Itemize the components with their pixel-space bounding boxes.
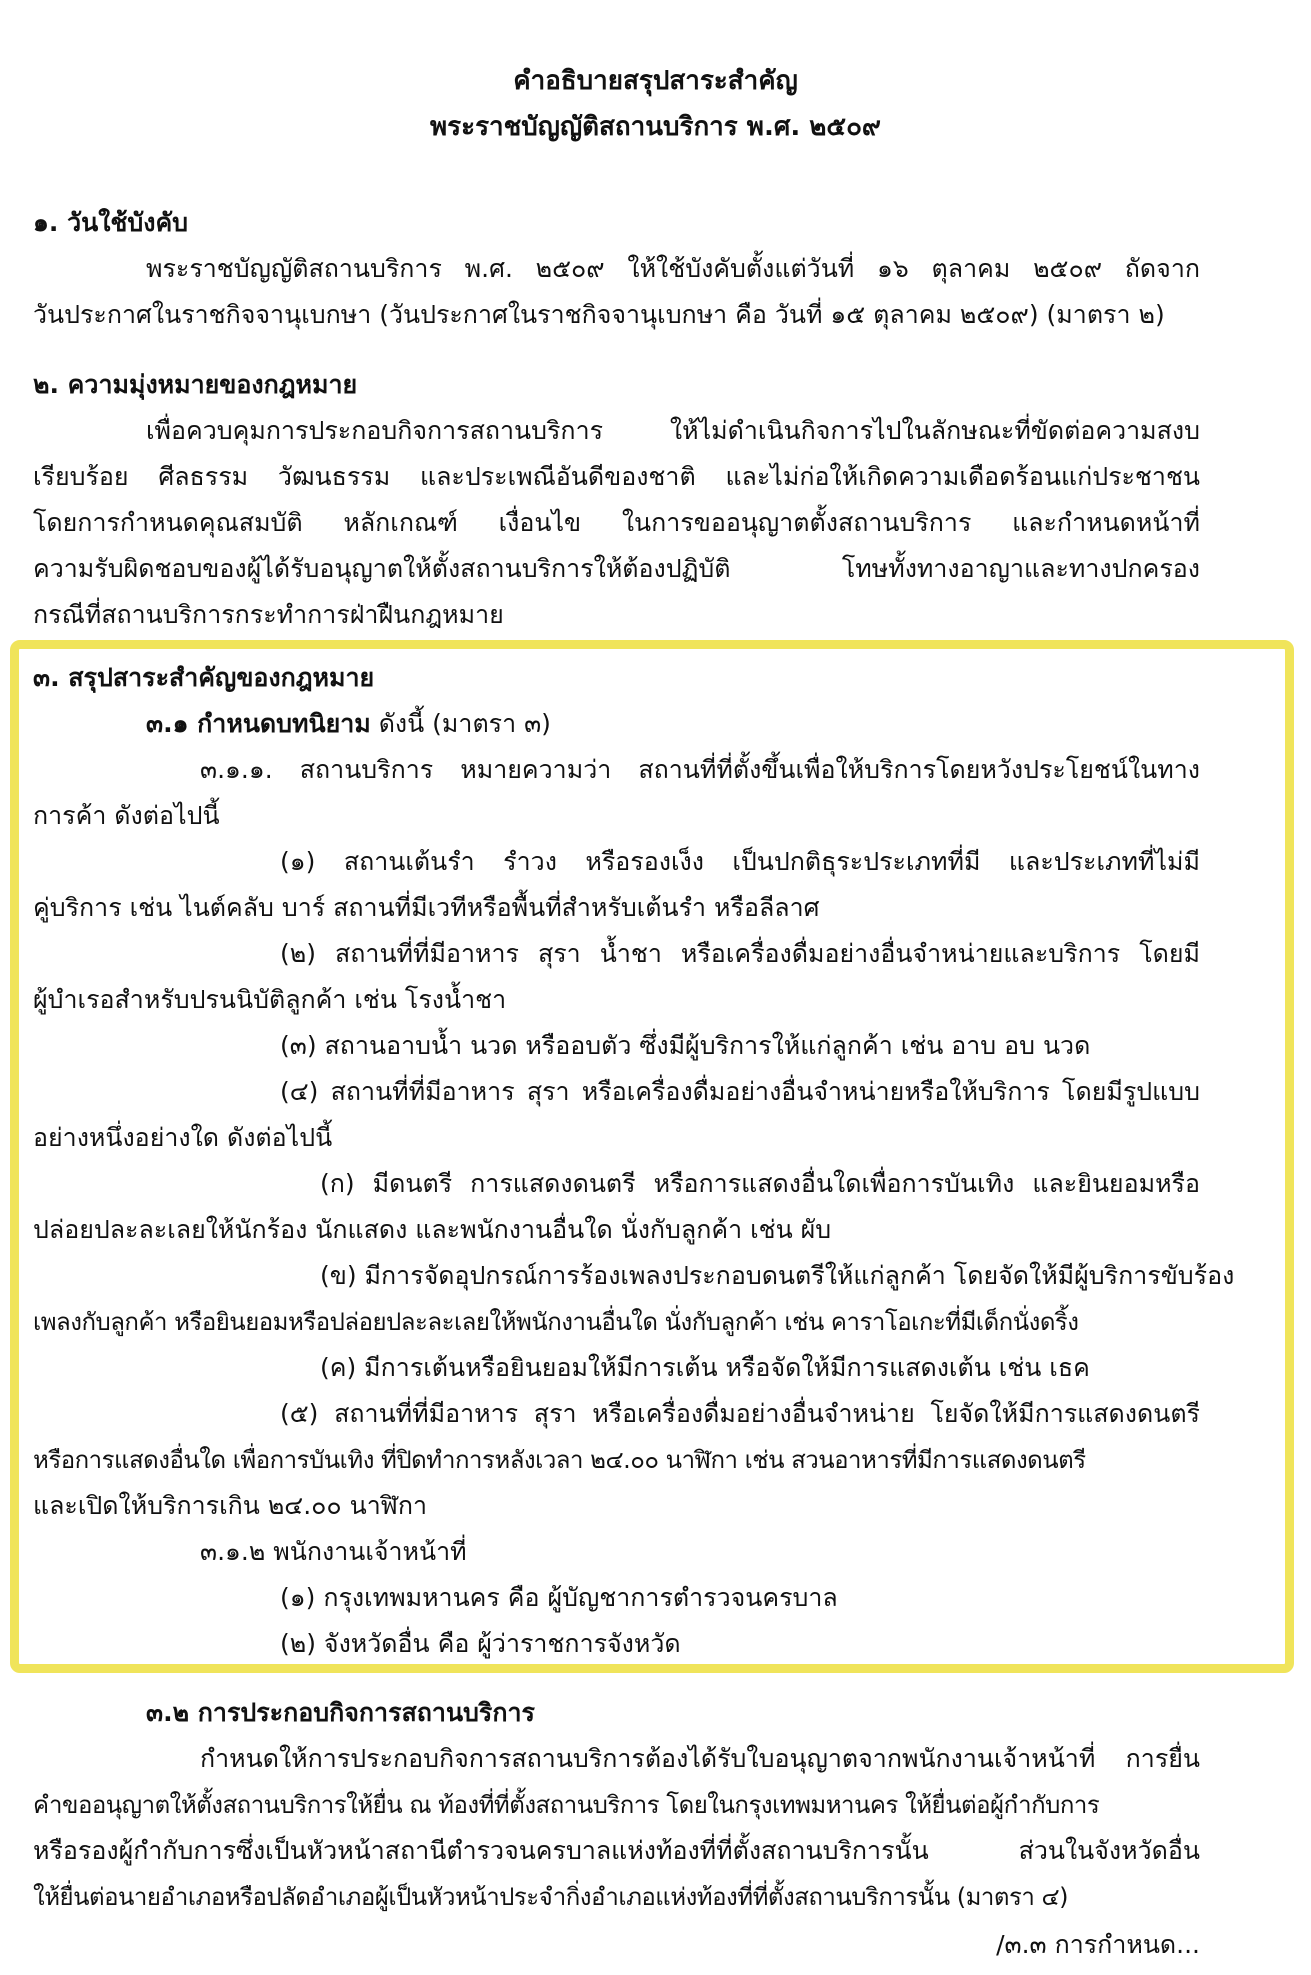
list-item-1-line: คู่บริการ เช่น ไนต์คลับ บาร์ สถานที่มีเวทีหรือพื้นที่สำหรับเต้นรำ หรือลีลาศ [33,893,820,922]
section-1-para-line: พระราชบัญญัติสถานบริการ พ.ศ. ๒๕๐๙ ให้ใช้บังคับตั้งแต่วันที่ ๑๖ ตุลาคม ๒๕๐๙ ถัดจาก [146,254,1200,283]
subsection-3-1 [146,701,551,747]
list-item-2-line: (๒) สถานที่ที่มีอาหาร สุรา น้ำชา หรือเครื่องดื่มอย่างอื่นจำหน่ายและบริการ โดยมี [280,939,1200,968]
list-item-1-line: (๑) สถานเต้นรำ รำวง หรือรองเง็ง เป็นปกติธุระประเภทที่มี และประเภทที่ไม่มี [280,847,1200,876]
doc-title: คำอธิบายสรุปสาระสำคัญ [513,66,798,96]
official-province: (๒) จังหวัดอื่น คือ ผู้ว่าราชการจังหวัด [280,1629,681,1658]
subsection-3-2-para-line: กำหนดให้การประกอบกิจการสถานบริการต้องได้รับใบอนุญาตจากพนักงานเจ้าหน้าที่ การยื่น [200,1744,1200,1773]
list-item-3: (๓) สถานอาบน้ำ นวด หรืออบตัว ซึ่งมีผู้บริการให้แก่ลูกค้า เช่น อาบ อบ นวด [280,1031,1091,1060]
list-item-4-line: (๔) สถานที่ที่มีอาหาร สุรา หรือเครื่องดื่มอย่างอื่นจำหน่ายหรือให้บริการ โดยมีรูปแบบ [280,1077,1200,1106]
list-item-5-line: และเปิดให้บริการเกิน ๒๔.๐๐ นาฬิกา [33,1491,428,1520]
section-1-para-line: วันประกาศในราชกิจจานุเบกษา (วันประกาศในราชกิจจานุเบกษา คือ วันที่ ๑๕ ตุลาคม ๒๕๐๙) (มาตรา ๒) [33,300,1165,329]
subsection-3-2-para-line: คำขออนุญาตให้ตั้งสถานบริการให้ยื่น ณ ท้องที่ที่ตั้งสถานบริการ โดยในกรุงเทพมหานคร ให้ยื่นต่อผู้กำกับการ [33,1791,1100,1819]
subsection-3-1-note: ดังนี้ (มาตรา ๓) [370,709,551,738]
section-2-para-line: เพื่อควบคุมการประกอบกิจการสถานบริการ ให้ไม่ดำเนินกิจการไปในลักษณะที่ขัดต่อความสงบ [146,416,1200,445]
sub-item-kha-line: เพลงกับลูกค้า หรือยินยอมหรือปล่อยปละละเลยให้พนักงานอื่นใด นั่งกับลูกค้า เช่น คาราโอเกะที่มีเด็กนั่งดริ้ง [33,1308,1079,1336]
sub-item-ka-line: (ก) มีดนตรี การแสดงดนตรี หรือการแสดงอื่นใดเพื่อการบันเทิง และยินยอมหรือ [320,1169,1200,1198]
sub-item-kho: (ค) มีการเต้นหรือยินยอมให้มีการเต้น หรือจัดให้มีการแสดงเต้น เช่น เธค [320,1353,1090,1382]
definition-3-1-1-line: การค้า ดังต่อไปนี้ [33,801,220,830]
subsection-3-1-title: ๓.๑ กำหนดบทนิยาม [146,709,371,738]
section-3-heading: ๓. สรุปสาระสำคัญของกฎหมาย [33,663,375,692]
subsection-3-2-para-line: ให้ยื่นต่อนายอำเภอหรือปลัดอำเภอผู้เป็นหัวหน้าประจำกิ่งอำเภอแห่งท้องที่ที่ตั้งสถานบริการนั้น (มาตรา ๔) [33,1883,1069,1911]
page-continuation: /๓.๓ การกำหนด... [996,1930,1200,1959]
definition-3-1-2: ๓.๑.๒ พนักงานเจ้าหน้าที่ [200,1537,467,1566]
section-2-para-line: โดยการกำหนดคุณสมบัติ หลักเกณฑ์ เงื่อนไข ในการขออนุญาตตั้งสถานบริการ และกำหนดหน้าที่ [33,508,1200,537]
list-item-4-line: อย่างหนึ่งอย่างใด ดังต่อไปนี้ [33,1123,333,1152]
definition-3-1-1-line: ๓.๑.๑. สถานบริการ หมายความว่า สถานที่ที่ตั้งขึ้นเพื่อให้บริการโดยหวังประโยชน์ในทาง [200,755,1200,784]
subsection-3-2-para-line: หรือรองผู้กำกับการซึ่งเป็นหัวหน้าสถานีตำรวจนครบาลแห่งท้องที่ที่ตั้งสถานบริการนั้น ส่วนในจังหวัดอื่น [33,1836,1200,1865]
list-item-2-line: ผู้บำเรอสำหรับปรนนิบัติลูกค้า เช่น โรงน้ำชา [33,985,507,1014]
sub-item-ka-line: ปล่อยปละละเลยให้นักร้อง นักแสดง และพนักงานอื่นใด นั่งกับลูกค้า เช่น ผับ [33,1215,832,1244]
list-item-5-line: หรือการแสดงอื่นใด เพื่อการบันเทิง ที่ปิดทำการหลังเวลา ๒๔.๐๐ นาฬิกา เช่น สวนอาหารที่มีการแสดงดนตรี [33,1446,1086,1474]
section-2-para-line: ความรับผิดชอบของผู้ได้รับอนุญาตให้ตั้งสถานบริการให้ต้องปฏิบัติ โทษทั้งทางอาญาและทางปกครอง [33,554,1200,583]
official-bangkok: (๑) กรุงเทพมหานคร คือ ผู้บัญชาการตำรวจนครบาล [280,1583,838,1612]
section-2-para-line: เรียบร้อย ศีลธรรม วัฒนธรรม และประเพณีอันดีของชาติ และไม่ก่อให้เกิดความเดือดร้อนแก่ประชาชน [33,462,1200,491]
section-2-heading: ๒. ความมุ่งหมายของกฎหมาย [33,370,358,399]
doc-subtitle: พระราชบัญญัติสถานบริการ พ.ศ. ๒๕๐๙ [430,112,881,142]
sub-item-kha-line: (ข) มีการจัดอุปกรณ์การร้องเพลงประกอบดนตรีให้แก่ลูกค้า โดยจัดให้มีผู้บริการขับร้อง [320,1261,1235,1290]
list-item-5-line: (๕) สถานที่ที่มีอาหาร สุรา หรือเครื่องดื่มอย่างอื่นจำหน่าย โยจัดให้มีการแสดงดนตรี [280,1399,1200,1428]
subsection-3-2-heading: ๓.๒ การประกอบกิจการสถานบริการ [146,1698,535,1727]
section-1-heading: ๑. วันใช้บังคับ [33,208,189,237]
section-2-para-line: กรณีที่สถานบริการกระทำการฝ่าฝืนกฎหมาย [33,600,504,629]
